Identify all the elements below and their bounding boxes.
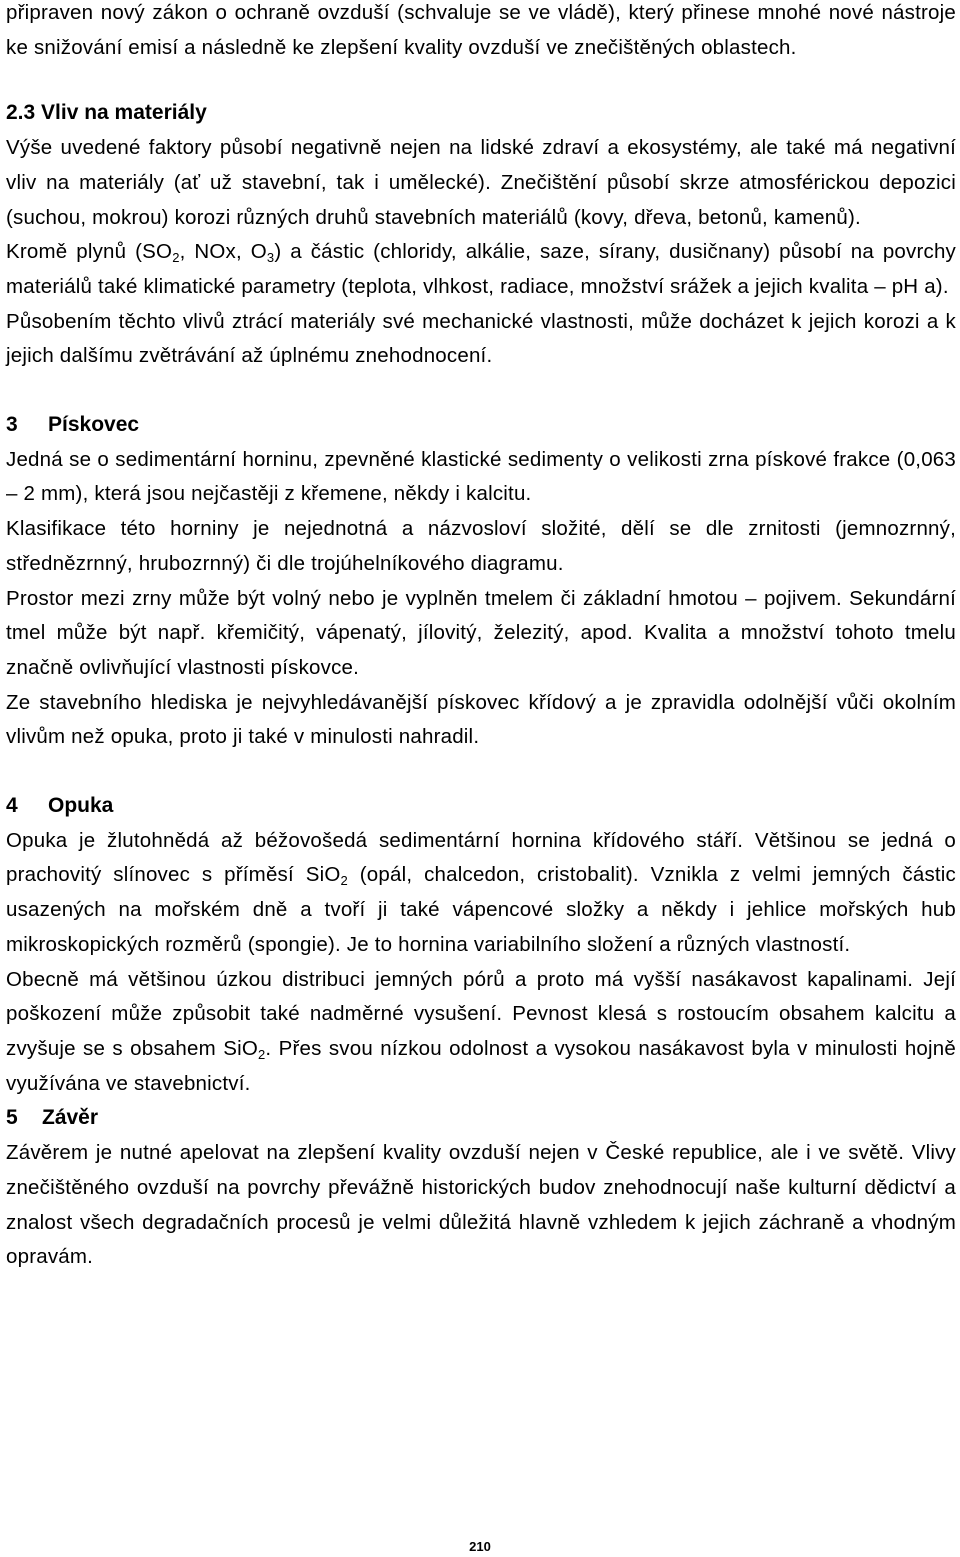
section-3-number: 3 (6, 413, 18, 437)
section-3-paragraph-1: Jedná se o sedimentární horninu, zpevněné klastické sedimenty o velikosti zrna pískové frakce (0,063 – 2 mm), která jsou nejčastěji z křemene, někdy i kalcitu. (6, 447, 956, 506)
section-5-heading (6, 1101, 956, 1136)
section-5-number: 5 (6, 1106, 18, 1130)
intro-paragraph: připraven nový zákon o ochraně ovzduší (schvaluje se ve vládě), který přinese mnohé nové nástroje ke snižování emisí a následně ke zlepšení kvality ovzduší ve znečištěných oblastech. (6, 1, 956, 59)
section-3-paragraph-4: Ze stavebního hlediska je nejvyhledávanější pískovec křídový a je zpravidla odolnější vůči okolním vlivům než opuka, proto ji také v minulosti nahradil. (6, 690, 956, 749)
section-2-3-paragraph-1: Výše uvedené faktory působí negativně nejen na lidské zdraví a ekosystémy, ale také má negativní vliv na materiály (ať už stavební, tak i umělecké). Znečištění působí skrze atmosférickou depozici (suchou, mokrou) korozi různých druhů stavebních materiálů (kovy, dřeva, betonů, kamenů). (6, 136, 956, 229)
document-body (6, 0, 956, 1275)
section-4-paragraph-2: Obecně má většinou úzkou distribuci jemných pórů a proto má vyšší nasákavost kapalinami. Její poškození může způsobit také nadměrné vysušení. Pevnost klesá s rostoucím obsahem kalcitu a zvyšuje se s obsahem SiO$_2$. Přes svou nízkou odolnost a vysokou nasákavost byla v minulosti hojně využívána ve stavebnictví. (6, 967, 956, 1095)
section-4-title: Opuka (48, 794, 114, 818)
section-2-3-paragraph-3: Působením těchto vlivů ztrácí materiály své mechanické vlastnosti, může docházet k jejich korozi a k jejich dalšímu zvětrávání až úplnému znehodnocení. (6, 309, 956, 368)
section-3-title: Pískovec (48, 413, 140, 437)
section-3-paragraph-2: Klasifikace této horniny je nejednotná a názvosloví složité, dělí se dle zrnitosti (jemnozrnný, střednězrnný, hrubozrnný) či dle trojúhelníkového diagramu. (6, 517, 956, 575)
section-2-3-paragraph-2: Kromě plynů ($SO_2$, NOx, $O_3$) a částic (chloridy, alkálie, saze, sírany, dusičnany) působí na povrchy materiálů také klimatické parametry (teplota, vlhkost, radiace, množství srážek a jejich kvalita – pH a). (6, 240, 956, 298)
section-4-number: 4 (6, 794, 18, 818)
section-3-paragraph-3: Prostor mezi zrny může být volný nebo je vyplněn tmelem či základní hmotou – pojivem. Sekundární tmel může být např. křemičitý, vápenatý, jílovitý, železitý, apod. Kvalita a množství tohoto tmelu značně ovlivňující vlastnosti pískovce. (6, 586, 956, 679)
section-4-paragraph-1: Opuka je žlutohnědá až béžovošedá sedimentární hornina křídového stáří. Většinou se jedná o prachovitý slínovec s příměsí SiO$_2$ (opál, chalcedon, cristobalit). Vznikla z velmi jemných částic usazených na mořském dně a tvoří ji také vápencové složky a někdy i jehlice mořských hub mikroskopických rozměrů (spongie). Je to hornina variabilního složení a různých vlastností. (6, 828, 956, 956)
section-5-title: Závěr (42, 1106, 99, 1130)
section-2-3-heading: 2.3 Vliv na materiály (6, 101, 207, 125)
section-3-heading (6, 408, 956, 443)
section-5-paragraph-1: Závěrem je nutné apelovat na zlepšení kvality ovzduší nejen v České republice, ale i ve světě. Vlivy znečištěného ovzduší na povrchy převážně historických budov znehodnocují naše kulturní dědictví a znalost všech degradačních procesů je velmi důležitá hlavně vzhledem k jejich záchraně a vhodným opravám. (6, 1141, 956, 1269)
section-4-heading (6, 789, 956, 824)
page-number: 210 (469, 1539, 491, 1554)
